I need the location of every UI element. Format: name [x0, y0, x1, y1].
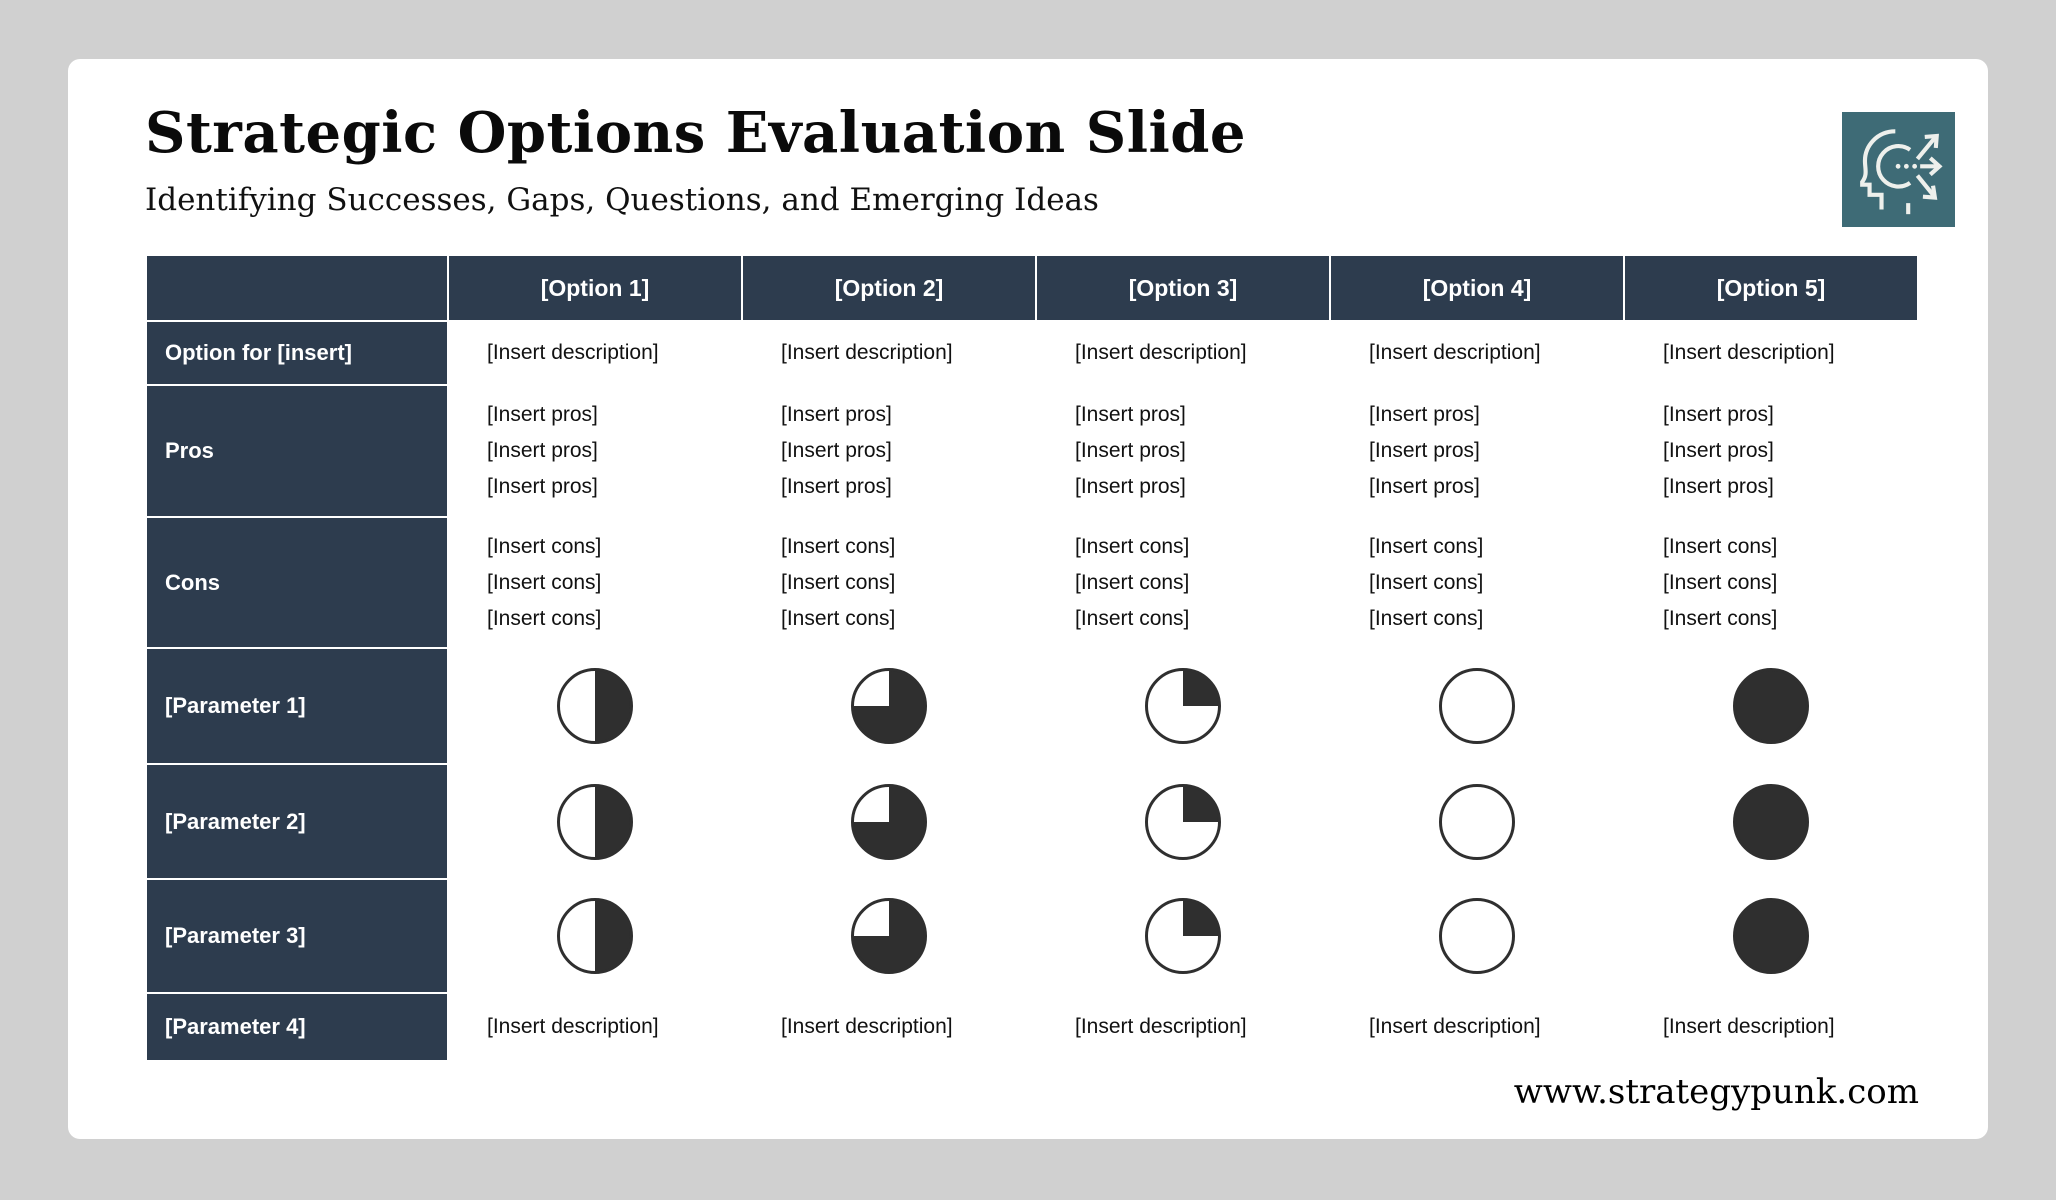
cell-line: [Insert pros] [1075, 403, 1186, 426]
harvey-ball-100 [1733, 668, 1809, 744]
table-cell [1036, 385, 1330, 517]
options-table [145, 254, 1919, 1062]
table-cell [1330, 385, 1624, 517]
cell-line: [Insert cons] [1369, 534, 1484, 558]
table-cell [448, 648, 742, 764]
cell-line: [Insert cons] [1075, 570, 1190, 594]
table-row [146, 764, 1918, 879]
harvey-ball-50 [557, 668, 633, 744]
harvey-ball-50 [557, 784, 633, 860]
table-cell [742, 385, 1036, 517]
cell-line: [Insert pros] [1663, 475, 1774, 498]
table-cell [1624, 648, 1918, 764]
table-cell [1624, 385, 1918, 517]
harvey-ball-25 [1145, 898, 1221, 974]
table-cell [1036, 321, 1330, 385]
table-cell [1624, 517, 1918, 648]
table-row [146, 321, 1918, 385]
harvey-ball-100 [1733, 898, 1809, 974]
table-corner-cell [146, 255, 448, 321]
cell-line: [Insert pros] [1369, 403, 1480, 426]
table-cell [1330, 517, 1624, 648]
table-cell [1330, 879, 1624, 993]
table-cell [448, 993, 742, 1061]
cell-line: [Insert description] [1663, 341, 1835, 364]
slide-title: Strategic Options Evaluation Slide [145, 100, 1247, 166]
column-header: [Option 3] [1036, 255, 1330, 321]
harvey-ball-75 [851, 784, 927, 860]
cell-line: [Insert pros] [1663, 439, 1774, 462]
cell-line: [Insert pros] [781, 475, 892, 498]
cell-line: [Insert cons] [1663, 534, 1778, 558]
table-header-row [146, 255, 1918, 321]
table-cell [448, 517, 742, 648]
slide-subtitle: Identifying Successes, Gaps, Questions, and Emerging Ideas [145, 182, 1099, 218]
table-cell [1036, 879, 1330, 993]
cell-line: [Insert pros] [487, 403, 598, 426]
table-cell [1036, 517, 1330, 648]
cell-line: [Insert pros] [781, 439, 892, 462]
row-label: Option for [insert] [146, 321, 448, 385]
cell-line: [Insert cons] [1369, 606, 1484, 630]
cell-line: [Insert pros] [781, 403, 892, 426]
logo [1842, 112, 1955, 227]
column-header: [Option 4] [1330, 255, 1624, 321]
harvey-ball-75 [851, 898, 927, 974]
cell-line: [Insert description] [781, 1015, 953, 1038]
cell-line: [Insert cons] [487, 570, 602, 594]
table-cell [1330, 764, 1624, 879]
cell-line: [Insert cons] [487, 606, 602, 630]
table-cell [1624, 993, 1918, 1061]
harvey-ball-0 [1439, 898, 1515, 974]
table-cell [742, 321, 1036, 385]
footer-link[interactable]: www.strategypunk.com [1513, 1072, 1919, 1112]
table-row [146, 517, 1918, 648]
row-label: [Parameter 4] [146, 993, 448, 1061]
cell-line: [Insert description] [1369, 341, 1541, 364]
cell-line: [Insert cons] [781, 570, 896, 594]
table-cell [448, 385, 742, 517]
table-cell [1036, 764, 1330, 879]
table-cell [448, 879, 742, 993]
harvey-ball-25 [1145, 784, 1221, 860]
cell-line: [Insert pros] [487, 439, 598, 462]
cell-line: [Insert cons] [781, 534, 896, 558]
cell-line: [Insert description] [781, 341, 953, 364]
cell-line: [Insert cons] [1369, 570, 1484, 594]
column-header: [Option 5] [1624, 255, 1918, 321]
row-label: [Parameter 3] [146, 879, 448, 993]
cell-line: [Insert cons] [1663, 570, 1778, 594]
table-row [146, 993, 1918, 1061]
table-cell [448, 764, 742, 879]
cell-line: [Insert pros] [487, 475, 598, 498]
table-cell [1036, 993, 1330, 1061]
cell-line: [Insert description] [1663, 1015, 1835, 1038]
cell-line: [Insert cons] [1075, 606, 1190, 630]
harvey-ball-25 [1145, 668, 1221, 744]
row-label: [Parameter 2] [146, 764, 448, 879]
harvey-ball-50 [557, 898, 633, 974]
cell-line: [Insert cons] [487, 534, 602, 558]
table-cell [1330, 648, 1624, 764]
harvey-ball-100 [1733, 784, 1809, 860]
cell-line: [Insert description] [1369, 1015, 1541, 1038]
cell-line: [Insert pros] [1369, 439, 1480, 462]
table-cell [742, 648, 1036, 764]
cell-line: [Insert pros] [1369, 475, 1480, 498]
cell-line: [Insert pros] [1075, 475, 1186, 498]
table-row [146, 879, 1918, 993]
harvey-ball-0 [1439, 668, 1515, 744]
cell-line: [Insert description] [1075, 1015, 1247, 1038]
table-cell [1624, 764, 1918, 879]
head-with-arrows-icon [1853, 122, 1945, 218]
cell-line: [Insert description] [487, 341, 659, 364]
table-cell [1330, 993, 1624, 1061]
cell-line: [Insert cons] [1663, 606, 1778, 630]
table-cell [1036, 648, 1330, 764]
table-cell [742, 879, 1036, 993]
cell-line: [Insert pros] [1075, 439, 1186, 462]
harvey-ball-75 [851, 668, 927, 744]
cell-line: [Insert description] [487, 1015, 659, 1038]
table-cell [742, 993, 1036, 1061]
cell-line: [Insert cons] [1075, 534, 1190, 558]
cell-line: [Insert cons] [781, 606, 896, 630]
column-header: [Option 2] [742, 255, 1036, 321]
cell-line: [Insert pros] [1663, 403, 1774, 426]
table-cell [1624, 879, 1918, 993]
table-cell [742, 517, 1036, 648]
slide-card [68, 59, 1988, 1139]
row-label: [Parameter 1] [146, 648, 448, 764]
table-cell [1330, 321, 1624, 385]
table-cell [742, 764, 1036, 879]
cell-line: [Insert description] [1075, 341, 1247, 364]
row-label: Cons [146, 517, 448, 648]
table-cell [448, 321, 742, 385]
row-label: Pros [146, 385, 448, 517]
table-row [146, 385, 1918, 517]
table-cell [1624, 321, 1918, 385]
harvey-ball-0 [1439, 784, 1515, 860]
column-header: [Option 1] [448, 255, 742, 321]
table-row [146, 648, 1918, 764]
